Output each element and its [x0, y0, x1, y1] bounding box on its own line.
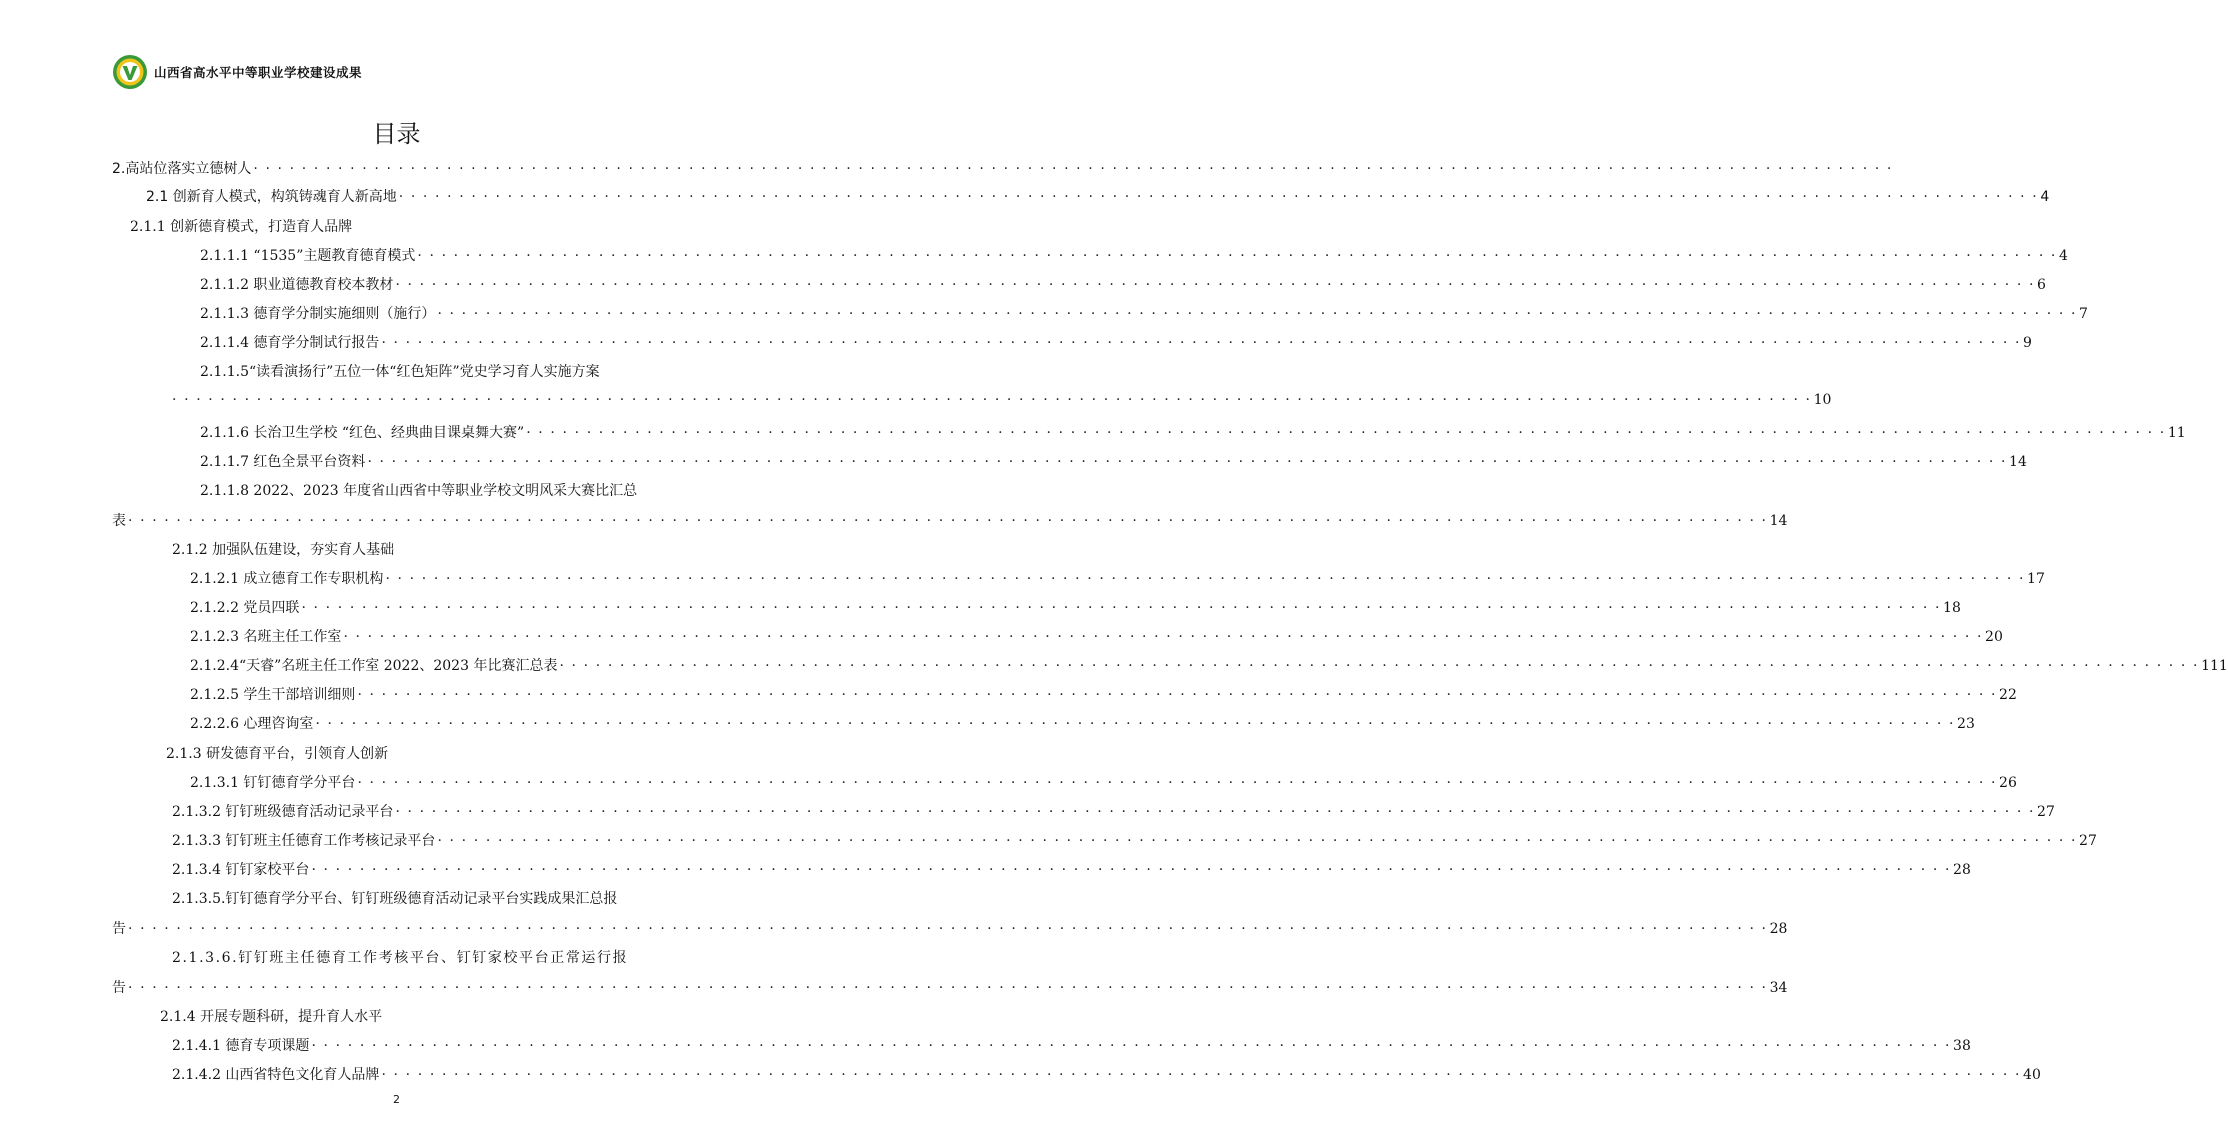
toc-entry-label: 2.1.2 加强队伍建设，夯实育人基础 — [172, 542, 395, 558]
toc-entry-label: 告 — [112, 921, 126, 937]
toc-entry-page: 18 — [1943, 600, 1961, 616]
toc-entry-label: 2.1.3.1 钉钉德育学分平台 — [190, 775, 356, 791]
toc-entry-label: 2.1.2.3 名班主任工作室 — [190, 629, 342, 645]
toc-leader-dots: · · · · · · · · · · · · · · · · · · · · · · · · · · · · · · · · · · · · · · · · · · · · · · · · · · · · · · · · · · · · · · · · · · · · · · · · · · · · · · · · · · · · · · · · · · · · · · · · · · · · · · · · · · · · · · · · · · · · · · · · · · · · · · · · · · · · · · · · — [437, 833, 2078, 849]
toc-entry-label: 2.1.1.8 2022、2023 年度省山西省中等职业学校文明风采大赛比汇总 — [200, 483, 638, 499]
toc-entry[interactable] — [172, 830, 2097, 850]
toc-entry[interactable] — [200, 361, 690, 381]
toc-entry-label: 2.1.2.5 学生干部培训细则 — [190, 687, 356, 703]
toc-leader-dots: · · · · · · · · · · · · · · · · · · · · · · · · · · · · · · · · · · · · · · · · · · · · · · · · · · · · · · · · · · · · · · · · · · · · · · · · · · · · · · · · · · · · · · · · · · · · · · · · · · · · · · · · · · · · · · · · · · · · · · · · · · · · · · · · · · · · · · · · — [559, 658, 2200, 674]
toc-entry-label: 2.1.4 开展专题科研，提升育人水平 — [160, 1009, 383, 1025]
toc-entry-label: 2.1 创新育人模式，构筑铸魂育人新高地 — [146, 189, 397, 205]
toc-entry-label: 2.1.1.4 德育学分制试行报告 — [200, 335, 380, 351]
toc-entry-page: 28 — [1769, 921, 1788, 937]
toc-entry[interactable] — [172, 859, 1971, 879]
toc-leader-dots: · · · · · · · · · · · · · · · · · · · · · · · · · · · · · · · · · · · · · · · · · · · · · · · · · · · · · · · · · · · · · · · · · · · · · · · · · · · · · · · · · · · · · · · · · · · · · · · · · · · · · · · · · · · · · · · · · · · · · · · · · · · · · · · · · · · · · · · · — [172, 392, 1812, 408]
toc-entry-page: 26 — [1999, 775, 2017, 791]
toc-entry-continuation[interactable] — [112, 977, 1788, 997]
toc-entry[interactable] — [172, 1064, 2041, 1084]
toc-leader-dots: · · · · · · · · · · · · · · · · · · · · · · · · · · · · · · · · · · · · · · · · · · · · · · · · · · · · · · · · · · · · · · · · · · · · · · · · · · · · · · · · · · · · · · · · · · · · · · · · · · · · · · · · · · · · · · · · · · · · · · · · · · · · · · · · · · · · · · · · — [311, 862, 1952, 878]
toc-entry-label: 2.1.2.4“天睿”名班主任工作室 2022、2023 年比赛汇总表 — [190, 658, 558, 674]
toc-entry[interactable] — [172, 801, 2055, 821]
toc-entry-label: 2.1.3.5.钉钉德育学分平台、钉钉班级德育活动记录平台实践成果汇总报 — [172, 891, 618, 907]
toc-entry-label: 2.1.1.3 德育学分制实施细则（施行） — [200, 306, 436, 322]
toc-entry-page: 38 — [1953, 1038, 1971, 1054]
toc-entry-label: 2.1.3 研发德育平台，引领育人创新 — [166, 746, 389, 762]
toc-entry-label: 2.1.1.1 “1535”主题教育德育模式 — [200, 248, 416, 264]
toc-leader-dots: · · · · · · · · · · · · · · · · · · · · · · · · · · · · · · · · · · · · · · · · · · · · · · · · · · · · · · · · · · · · · · · · · · · · · · · · · · · · · · · · · · · · · · · · · · · · · · · · · · · · · · · · · · · · · · · · · · · · · · · · · · · · · · · · · · · · · · · · — [437, 306, 2078, 322]
toc-entry[interactable] — [160, 1006, 670, 1026]
toc-entry-page: 10 — [1813, 392, 1832, 408]
toc-entry-page: 11 — [2167, 425, 2186, 441]
toc-leader-dots: · · · · · · · · · · · · · · · · · · · · · · · · · · · · · · · · · · · · · · · · · · · · · · · · · · · · · · · · · · · · · · · · · · · · · · · · · · · · · · · · · · · · · · · · · · · · · · · · · · · · · · · · · · · · · · · · · · · · · · · · · · · · · · · · · · · · · · · · — [253, 161, 1893, 177]
toc-entry-page: 28 — [1953, 862, 1971, 878]
toc-entry[interactable] — [190, 568, 2045, 588]
toc-entry[interactable] — [190, 684, 2017, 704]
toc-entry-label: 表 — [112, 513, 126, 529]
toc-entry-label: 2.1.1.5“读看演扬行”五位一体“红色矩阵”党史学习育人实施方案 — [200, 364, 600, 380]
toc-entry-continuation[interactable] — [112, 918, 1788, 938]
toc-entry[interactable] — [200, 332, 2032, 352]
toc-leader-dots: · · · · · · · · · · · · · · · · · · · · · · · · · · · · · · · · · · · · · · · · · · · · · · · · · · · · · · · · · · · · · · · · · · · · · · · · · · · · · · · · · · · · · · · · · · · · · · · · · · · · · · · · · · · · · · · · · · · · · · · · · · · · · · · · · · · · · · · · — [526, 425, 2166, 441]
toc-entry[interactable] — [200, 274, 2046, 294]
toc-entry[interactable] — [112, 158, 1893, 178]
toc-entry[interactable] — [200, 451, 2027, 471]
toc-entry[interactable] — [146, 186, 2050, 206]
toc-entry-page: 40 — [2023, 1067, 2041, 1083]
toc-entry[interactable] — [200, 480, 690, 500]
toc-entry-label: 2.1.3.6.钉钉班主任德育工作考核平台、钉钉家校平台正常运行报 — [172, 950, 629, 966]
toc-leader-dots: · · · · · · · · · · · · · · · · · · · · · · · · · · · · · · · · · · · · · · · · · · · · · · · · · · · · · · · · · · · · · · · · · · · · · · · · · · · · · · · · · · · · · · · · · · · · · · · · · · · · · · · · · · · · · · · · · · · · · · · · · · · · · · · · · · · · · · · · — [385, 571, 2026, 587]
toc-leader-dots: · · · · · · · · · · · · · · · · · · · · · · · · · · · · · · · · · · · · · · · · · · · · · · · · · · · · · · · · · · · · · · · · · · · · · · · · · · · · · · · · · · · · · · · · · · · · · · · · · · · · · · · · · · · · · · · · · · · · · · · · · · · · · · · · · · · · · · · · — [398, 189, 2039, 205]
toc-entry-page: 111 — [2201, 658, 2228, 674]
toc-entry[interactable] — [190, 655, 2228, 675]
toc-entry[interactable] — [190, 597, 1961, 617]
toc-entry-label: 2.1.2.1 成立德育工作专职机构 — [190, 571, 384, 587]
toc-leader-dots: · · · · · · · · · · · · · · · · · · · · · · · · · · · · · · · · · · · · · · · · · · · · · · · · · · · · · · · · · · · · · · · · · · · · · · · · · · · · · · · · · · · · · · · · · · · · · · · · · · · · · · · · · · · · · · · · · · · · · · · · · · · · · · · · · · · · · · · · — [395, 804, 2036, 820]
toc-entry-label: 2.1.3.4 钉钉家校平台 — [172, 862, 310, 878]
toc-entry-label: 2.1.3.2 钉钉班级德育活动记录平台 — [172, 804, 394, 820]
toc-entry-page: 23 — [1957, 716, 1975, 732]
toc-leader-dots: · · · · · · · · · · · · · · · · · · · · · · · · · · · · · · · · · · · · · · · · · · · · · · · · · · · · · · · · · · · · · · · · · · · · · · · · · · · · · · · · · · · · · · · · · · · · · · · · · · · · · · · · · · · · · · · · · · · · · · · · · · · · · · · · · · · · · · · · — [343, 629, 1984, 645]
toc-leader-dots: · · · · · · · · · · · · · · · · · · · · · · · · · · · · · · · · · · · · · · · · · · · · · · · · · · · · · · · · · · · · · · · · · · · · · · · · · · · · · · · · · · · · · · · · · · · · · · · · · · · · · · · · · · · · · · · · · · · · · · · · · · · · · · · · · · · · · · · · — [357, 775, 1998, 791]
toc-leader-dots: · · · · · · · · · · · · · · · · · · · · · · · · · · · · · · · · · · · · · · · · · · · · · · · · · · · · · · · · · · · · · · · · · · · · · · · · · · · · · · · · · · · · · · · · · · · · · · · · · · · · · · · · · · · · · · · · · · · · · · · · · · · · · · · · · · · · · · · · — [128, 921, 1768, 937]
toc-leader-dots: · · · · · · · · · · · · · · · · · · · · · · · · · · · · · · · · · · · · · · · · · · · · · · · · · · · · · · · · · · · · · · · · · · · · · · · · · · · · · · · · · · · · · · · · · · · · · · · · · · · · · · · · · · · · · · · · · · · · · · · · · · · · · · · · · · · · · · · · — [367, 454, 2008, 470]
toc-entry[interactable] — [172, 1035, 1971, 1055]
toc-entry-page: 4 — [2040, 189, 2050, 205]
toc-entry-label: 2.1.2.2 党员四联 — [190, 600, 300, 616]
toc-entry[interactable] — [200, 245, 2068, 265]
toc-entry-page: 9 — [2023, 335, 2032, 351]
toc-entry-label: 2.1.4.1 德育专项课题 — [172, 1038, 310, 1054]
header-org-text: 山西省高水平中等职业学校建设成果 — [154, 65, 363, 80]
toc-leader-dots: · · · · · · · · · · · · · · · · · · · · · · · · · · · · · · · · · · · · · · · · · · · · · · · · · · · · · · · · · · · · · · · · · · · · · · · · · · · · · · · · · · · · · · · · · · · · · · · · · · · · · · · · · · · · · · · · · · · · · · · · · · · · · · · · · · · · · · · · — [417, 248, 2057, 264]
toc-entry-label: 2.1.1.6 长治卫生学校 “红色、经典曲目课桌舞大赛” — [200, 425, 525, 441]
toc-entry[interactable] — [166, 743, 670, 763]
toc-entry-page: 4 — [2058, 248, 2068, 264]
toc-entry-page: 7 — [2079, 306, 2088, 322]
toc-entry-label: 告 — [112, 980, 126, 996]
toc-leader-dots: · · · · · · · · · · · · · · · · · · · · · · · · · · · · · · · · · · · · · · · · · · · · · · · · · · · · · · · · · · · · · · · · · · · · · · · · · · · · · · · · · · · · · · · · · · · · · · · · · · · · · · · · · · · · · · · · · · · · · · · · · · · · · · · · · · · · · · · · — [381, 1067, 2022, 1083]
toc-leader-dots: · · · · · · · · · · · · · · · · · · · · · · · · · · · · · · · · · · · · · · · · · · · · · · · · · · · · · · · · · · · · · · · · · · · · · · · · · · · · · · · · · · · · · · · · · · · · · · · · · · · · · · · · · · · · · · · · · · · · · · · · · · · · · · · · · · · · · · · · — [395, 277, 2036, 293]
toc-entry-label: 2.1.4.2 山西省特色文化育人品牌 — [172, 1067, 380, 1083]
toc-entry-page: 34 — [1769, 980, 1788, 996]
toc-entry-page: 27 — [2037, 804, 2055, 820]
toc-entry-continuation[interactable] — [172, 392, 1832, 408]
school-logo-icon — [112, 54, 148, 90]
toc-entry-page: 14 — [2009, 454, 2027, 470]
toc-entry[interactable] — [130, 216, 670, 236]
toc-entry-label: 2.1.1.7 红色全景平台资料 — [200, 454, 366, 470]
toc-leader-dots: · · · · · · · · · · · · · · · · · · · · · · · · · · · · · · · · · · · · · · · · · · · · · · · · · · · · · · · · · · · · · · · · · · · · · · · · · · · · · · · · · · · · · · · · · · · · · · · · · · · · · · · · · · · · · · · · · · · · · · · · · · · · · · · · · · · · · · · · — [128, 980, 1768, 996]
toc-entry[interactable] — [190, 626, 2003, 646]
toc-entry-label: 2.1.3.3 钉钉班主任德育工作考核记录平台 — [172, 833, 436, 849]
toc-entry[interactable] — [200, 422, 2186, 442]
page-title: 目录 — [372, 120, 421, 148]
toc-entry[interactable] — [190, 713, 1975, 733]
toc-entry[interactable] — [172, 888, 690, 908]
toc-entry[interactable] — [200, 303, 2088, 323]
toc-entry-page: 6 — [2037, 277, 2046, 293]
toc-entry-page: 17 — [2027, 571, 2045, 587]
toc-leader-dots: · · · · · · · · · · · · · · · · · · · · · · · · · · · · · · · · · · · · · · · · · · · · · · · · · · · · · · · · · · · · · · · · · · · · · · · · · · · · · · · · · · · · · · · · · · · · · · · · · · · · · · · · · · · · · · · · · · · · · · · · · · · · · · · · · · · · · · · · — [311, 1038, 1952, 1054]
toc-entry-label: 2.2.2.6 心理咨询室 — [190, 716, 314, 732]
toc-entry[interactable] — [172, 539, 670, 559]
toc-leader-dots: · · · · · · · · · · · · · · · · · · · · · · · · · · · · · · · · · · · · · · · · · · · · · · · · · · · · · · · · · · · · · · · · · · · · · · · · · · · · · · · · · · · · · · · · · · · · · · · · · · · · · · · · · · · · · · · · · · · · · · · · · · · · · · · · · · · · · · · · — [315, 716, 1956, 732]
toc-entry-continuation[interactable] — [112, 510, 1788, 530]
toc-entry-page: 27 — [2079, 833, 2097, 849]
toc-entry-label: 2.1.1 创新德育模式，打造育人品牌 — [130, 219, 353, 235]
toc-leader-dots: · · · · · · · · · · · · · · · · · · · · · · · · · · · · · · · · · · · · · · · · · · · · · · · · · · · · · · · · · · · · · · · · · · · · · · · · · · · · · · · · · · · · · · · · · · · · · · · · · · · · · · · · · · · · · · · · · · · · · · · · · · · · · · · · · · · · · · · · — [301, 600, 1942, 616]
toc-entry-page: 14 — [1769, 513, 1788, 529]
toc-leader-dots: · · · · · · · · · · · · · · · · · · · · · · · · · · · · · · · · · · · · · · · · · · · · · · · · · · · · · · · · · · · · · · · · · · · · · · · · · · · · · · · · · · · · · · · · · · · · · · · · · · · · · · · · · · · · · · · · · · · · · · · · · · · · · · · · · · · · · · · · — [128, 513, 1768, 529]
toc-entry-label: 2.1.1.2 职业道德教育校本教材 — [200, 277, 394, 293]
toc-leader-dots: · · · · · · · · · · · · · · · · · · · · · · · · · · · · · · · · · · · · · · · · · · · · · · · · · · · · · · · · · · · · · · · · · · · · · · · · · · · · · · · · · · · · · · · · · · · · · · · · · · · · · · · · · · · · · · · · · · · · · · · · · · · · · · · · · · · · · · · · — [381, 335, 2022, 351]
toc-entry-label: 2.高站位落实立德树人 — [112, 161, 252, 177]
page-header — [112, 54, 362, 90]
toc-entry-page: 22 — [1999, 687, 2017, 703]
toc-entry-page: 20 — [1985, 629, 2003, 645]
toc-leader-dots: · · · · · · · · · · · · · · · · · · · · · · · · · · · · · · · · · · · · · · · · · · · · · · · · · · · · · · · · · · · · · · · · · · · · · · · · · · · · · · · · · · · · · · · · · · · · · · · · · · · · · · · · · · · · · · · · · · · · · · · · · · · · · · · · · · · · · · · · — [357, 687, 1998, 703]
page-number: 2 — [393, 1093, 400, 1106]
toc-entry[interactable] — [190, 772, 2017, 792]
toc-entry[interactable] — [172, 947, 690, 967]
